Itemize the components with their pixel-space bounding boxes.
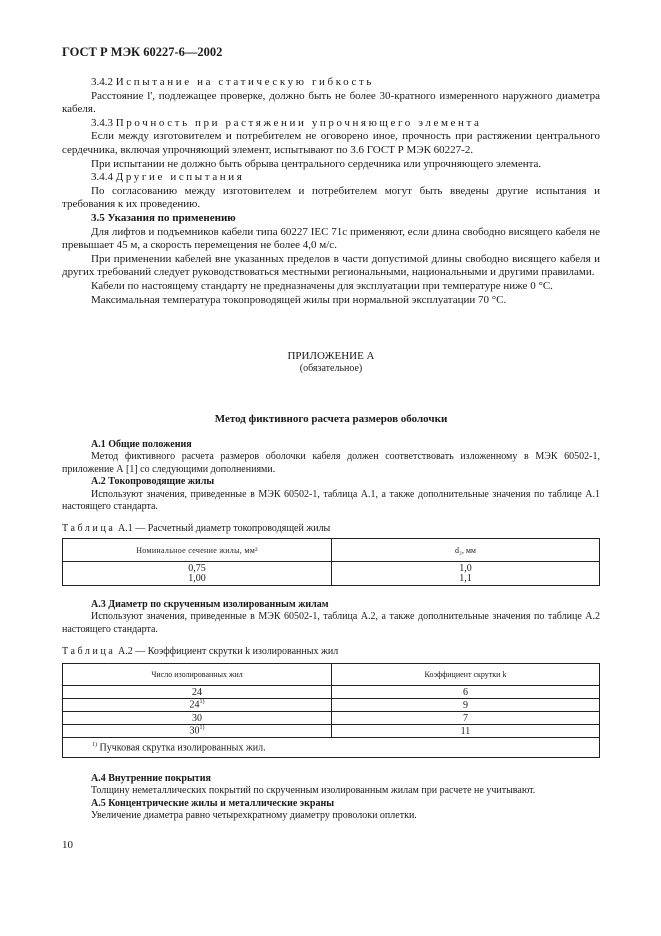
table-a1-header-d2: d₂, мм xyxy=(332,539,600,562)
a1-text: Метод фиктивного расчета размеров оболочки кабеля должен соответствовать изложенному в МЭК 60502-1, приложение А [1] со следующими дополнениями. xyxy=(62,451,600,475)
s35-text-c: Кабели по настоящему стандарту не предназначены для эксплуатации при температуре ниже 0 °С. xyxy=(91,279,553,292)
page-header: ГОСТ Р МЭК 60227-6—2002 xyxy=(62,45,223,59)
table-a1 xyxy=(62,538,600,586)
s35-text-b: При применении кабелей вне указанных пределов в части допустимой длины свободно висящего кабеля и других требований следует руководствоваться местными региональными, национальными и другими правилами. xyxy=(62,252,600,279)
a5-heading: А.5 Концентрические жилы и металлические экраны xyxy=(91,797,335,809)
s343-text-b: При испытании не должно быть обрыва центрального сердечника или упрочняющего элемента. xyxy=(91,157,542,170)
section-3-text xyxy=(62,76,600,307)
page-number: 10 xyxy=(62,839,73,851)
s342-title: Испытание на статическую гибкость xyxy=(115,76,375,88)
s343-title: Прочность при растяжении упрочняющего элемента xyxy=(115,116,482,129)
table-a2-caption: Таблица А.2 — Коэффициент скрутки k изолированных жил xyxy=(62,646,339,657)
s35-text-a: Для лифтов и подъемников кабели типа 60227 IEC 71c применяют, если длина свободно висящего кабеля не превышает 45 м, а скорость перемещения не более 4,0 м/с. xyxy=(62,225,600,252)
table-a1-caption: Таблица А.1 — Расчетный диаметр токопроводящей жилы xyxy=(62,523,331,534)
s342-heading: 3.4.2 Испытание на статическую гибкость xyxy=(91,76,375,88)
appendix-a1-a2 xyxy=(62,439,600,513)
table-a1-cell: 0,75 1,00 xyxy=(63,562,332,586)
method-title: Метод фиктивного расчета размеров оболочки xyxy=(214,413,448,425)
table-a1-cell: 1,0 1,1 xyxy=(332,562,600,586)
s344-text: По согласованию между изготовителем и потребителем могут быть введены другие испытания и требования к их проведению. xyxy=(62,184,600,211)
appendix-a4-a5 xyxy=(62,773,600,823)
table-row: 24 6 xyxy=(63,686,600,699)
table-row: 30 7 xyxy=(63,712,600,725)
a4-text: Толщину неметаллических покрытий по скрученным изолированным жилам при расчете не учитывают. xyxy=(91,785,536,797)
s343-heading: 3.4.3 Прочность при растяжении упрочняющего элемента xyxy=(91,116,482,129)
appendix-title: ПРИЛОЖЕНИЕ А xyxy=(287,350,375,362)
table-a2-header-count: Число изолированных жил xyxy=(63,664,332,686)
s35-heading: 3.5 Указания по применению xyxy=(91,211,236,224)
a2-heading: А.2 Токопроводящие жилы xyxy=(91,476,215,488)
s35-text-d: Максимальная температура токопроводящей жилы при нормальной эксплуатации 70 °С. xyxy=(91,293,507,306)
table-row: 30$^{1)}$ 11 xyxy=(63,725,600,738)
table-a2-footnote: $^{1)}$ Пучковая скрутка изолированных жил. xyxy=(63,738,600,758)
table-row: 24$^{1)}$ 9 xyxy=(63,699,600,712)
a5-text: Увеличение диаметра равно четырехкратному диаметру проволоки оплетки. xyxy=(91,810,417,822)
a3-heading: А.3 Диаметр по скрученным изолированным жилам xyxy=(91,599,329,610)
table-a2-header-k: Коэффициент скрутки k xyxy=(332,664,600,686)
s342-text: Расстояние l', подлежащее проверке, должно быть не более 30-кратного измеренного наружного диаметра кабеля. xyxy=(62,89,600,116)
table-a2 xyxy=(62,663,600,758)
a1-heading: А.1 Общие положения xyxy=(91,439,192,450)
s344-title: Другие испытания xyxy=(115,171,245,184)
a3-text: Используют значения, приведенные в МЭК 60502-1, таблица А.2, а также дополнительные значения по таблице А.2 настоящего стандарта. xyxy=(62,611,600,635)
appendix-subtitle: (обязательное) xyxy=(299,363,363,374)
s343-text-a: Если между изготовителем и потребителем не оговорено иное, прочность при растяжении центрального сердечника, включая упрочняющий элемент, испытывают по 3.6 ГОСТ Р МЭК 60227-2. xyxy=(62,130,600,156)
s344-heading: 3.4.4 Другие испытания xyxy=(91,171,245,184)
a4-heading: А.4 Внутренние покрытия xyxy=(91,773,211,784)
appendix-a3 xyxy=(62,599,600,636)
table-a1-header-section: Номинальное сечение жилы, мм² xyxy=(63,539,332,562)
a2-text: Используют значения, приведенные в МЭК 60502-1, таблица А.1, а также дополнительные значения по таблице А.1 настоящего стандарта. xyxy=(62,488,600,513)
